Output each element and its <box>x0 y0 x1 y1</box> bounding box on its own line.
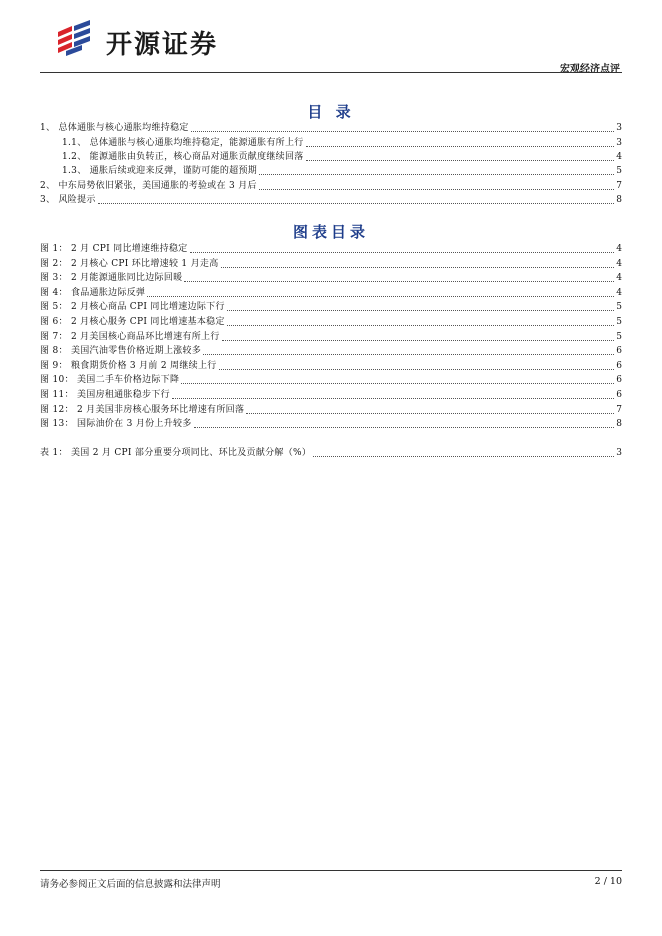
dot-leader <box>259 188 614 190</box>
figure-entry-page: 5 <box>616 302 622 313</box>
figure-entry-text: 图 12： 2 月美国非房核心服务环比增速有所回落 <box>40 404 245 415</box>
table-entry[interactable] <box>40 446 622 459</box>
figures-title: 图表目录 <box>292 223 369 241</box>
figure-entry-text: 图 5： 2 月核心商品 CPI 同比增速边际下行 <box>40 302 225 313</box>
toc-entry[interactable] <box>40 121 622 134</box>
figure-entry-page: 6 <box>616 346 622 357</box>
dot-leader <box>184 280 614 282</box>
toc-title: 目 录 <box>307 103 355 121</box>
toc-entry-text: 1.2、 能源通胀由负转正，核心商品对通胀贡献度继续回落 <box>62 152 304 162</box>
figure-entry-text: 图 7： 2 月美国核心商品环比增速有所上行 <box>40 331 220 342</box>
figure-entry[interactable] <box>40 286 622 299</box>
figure-entry-page: 4 <box>616 258 622 269</box>
figure-entry[interactable] <box>40 271 622 284</box>
dot-leader <box>222 339 615 341</box>
figure-entry-page: 6 <box>616 360 622 371</box>
figure-entry-text: 图 4： 食品通胀边际反弹 <box>40 287 146 298</box>
toc-entry[interactable] <box>62 164 622 177</box>
table-entry-text: 表 1： 美国 2 月 CPI 部分重要分项同比、环比及贡献分解（%） <box>40 448 312 458</box>
report-type: 宏观经济点评 <box>560 64 620 75</box>
toc-entry[interactable] <box>40 179 622 192</box>
figure-entry-text: 图 9： 粮食期货价格 3 月前 2 周继续上行 <box>40 360 217 371</box>
figure-entry-page: 5 <box>616 331 622 342</box>
toc-entry-page: 4 <box>616 152 622 162</box>
dot-leader <box>181 382 614 384</box>
toc-entry-text: 2、 中东局势依旧紧张，美国通胀的考验或在 3 月后 <box>40 181 257 191</box>
figure-entry-text: 图 11： 美国房租通胀稳步下行 <box>40 390 170 400</box>
dot-leader <box>191 130 615 132</box>
toc-entry-page: 5 <box>616 166 622 176</box>
dot-leader <box>147 295 614 297</box>
figure-entry-text: 图 2： 2 月核心 CPI 环比增速较 1 月走高 <box>40 258 219 269</box>
footer-divider <box>40 870 622 871</box>
figure-entry-text: 图 8： 美国汽油零售价格近期上涨较多 <box>40 346 202 357</box>
dot-leader <box>227 324 615 326</box>
dot-leader <box>306 159 615 161</box>
dot-leader <box>246 412 614 414</box>
figure-entry-text: 图 3： 2 月能源通胀同比边际回暖 <box>40 273 183 284</box>
figure-entry-text: 图 13： 国际油价在 3 月份上升较多 <box>40 419 192 430</box>
figure-entry-page: 4 <box>616 273 622 284</box>
figure-entry-page: 6 <box>616 390 622 400</box>
kaiyuan-logo-icon <box>52 18 96 62</box>
toc-entry-page: 3 <box>616 138 622 148</box>
figure-entry-page: 7 <box>616 404 622 415</box>
toc-entry[interactable] <box>62 136 622 149</box>
dot-leader <box>219 368 615 370</box>
figure-entry-text: 图 1： 2 月 CPI 同比增速维持稳定 <box>40 244 188 254</box>
toc-entry[interactable] <box>62 150 622 163</box>
figure-entry-page: 4 <box>616 244 622 254</box>
toc-entry-text: 3、 风险提示 <box>40 195 96 205</box>
dot-leader <box>98 202 615 204</box>
toc-entry-page: 7 <box>616 181 622 191</box>
dot-leader <box>306 145 615 147</box>
header-divider <box>40 72 622 73</box>
dot-leader <box>227 309 615 311</box>
toc-entry-text: 1.3、 通胀后续或迎来反弹，谨防可能的超预期 <box>62 166 258 176</box>
dot-leader <box>259 173 614 175</box>
page-number: 2 / 10 <box>594 876 622 887</box>
dot-leader <box>194 426 615 428</box>
dot-leader <box>172 397 614 399</box>
dot-leader <box>190 251 615 253</box>
dot-leader <box>203 353 614 355</box>
dot-leader <box>313 455 614 457</box>
brand-name: 开源证券 <box>106 30 219 60</box>
figure-entry[interactable] <box>40 417 622 430</box>
footer-disclaimer: 请务必参阅正文后面的信息披露和法律声明 <box>40 879 221 890</box>
toc-entry-page: 3 <box>616 123 622 133</box>
figure-entry[interactable] <box>40 403 622 416</box>
figure-entry-text: 图 6： 2 月核心服务 CPI 同比增速基本稳定 <box>40 317 225 327</box>
toc-entry-page: 8 <box>616 195 622 205</box>
figure-entry[interactable] <box>40 359 622 372</box>
toc-entry[interactable] <box>40 193 622 206</box>
figure-entry[interactable] <box>40 330 622 343</box>
figure-entry-page: 8 <box>616 419 622 430</box>
figure-entry[interactable] <box>40 242 622 255</box>
table-entry-page: 3 <box>616 448 622 458</box>
figure-entry[interactable] <box>40 300 622 313</box>
page-header <box>40 18 622 74</box>
figure-entry[interactable] <box>40 315 622 328</box>
figure-entry-page: 4 <box>616 287 622 298</box>
figure-entry[interactable] <box>40 344 622 357</box>
figure-entry[interactable] <box>40 257 622 270</box>
figure-entry-page: 6 <box>616 375 622 386</box>
figure-entry[interactable] <box>40 388 622 401</box>
toc-entry-text: 1.1、 总体通胀与核心通胀均维持稳定，能源通胀有所上行 <box>62 138 304 148</box>
figure-entry-page: 5 <box>616 317 622 327</box>
dot-leader <box>221 266 615 268</box>
toc-entry-text: 1、 总体通胀与核心通胀均维持稳定 <box>40 123 189 133</box>
figure-entry[interactable] <box>40 373 622 386</box>
figure-entry-text: 图 10： 美国二手车价格边际下降 <box>40 375 180 386</box>
